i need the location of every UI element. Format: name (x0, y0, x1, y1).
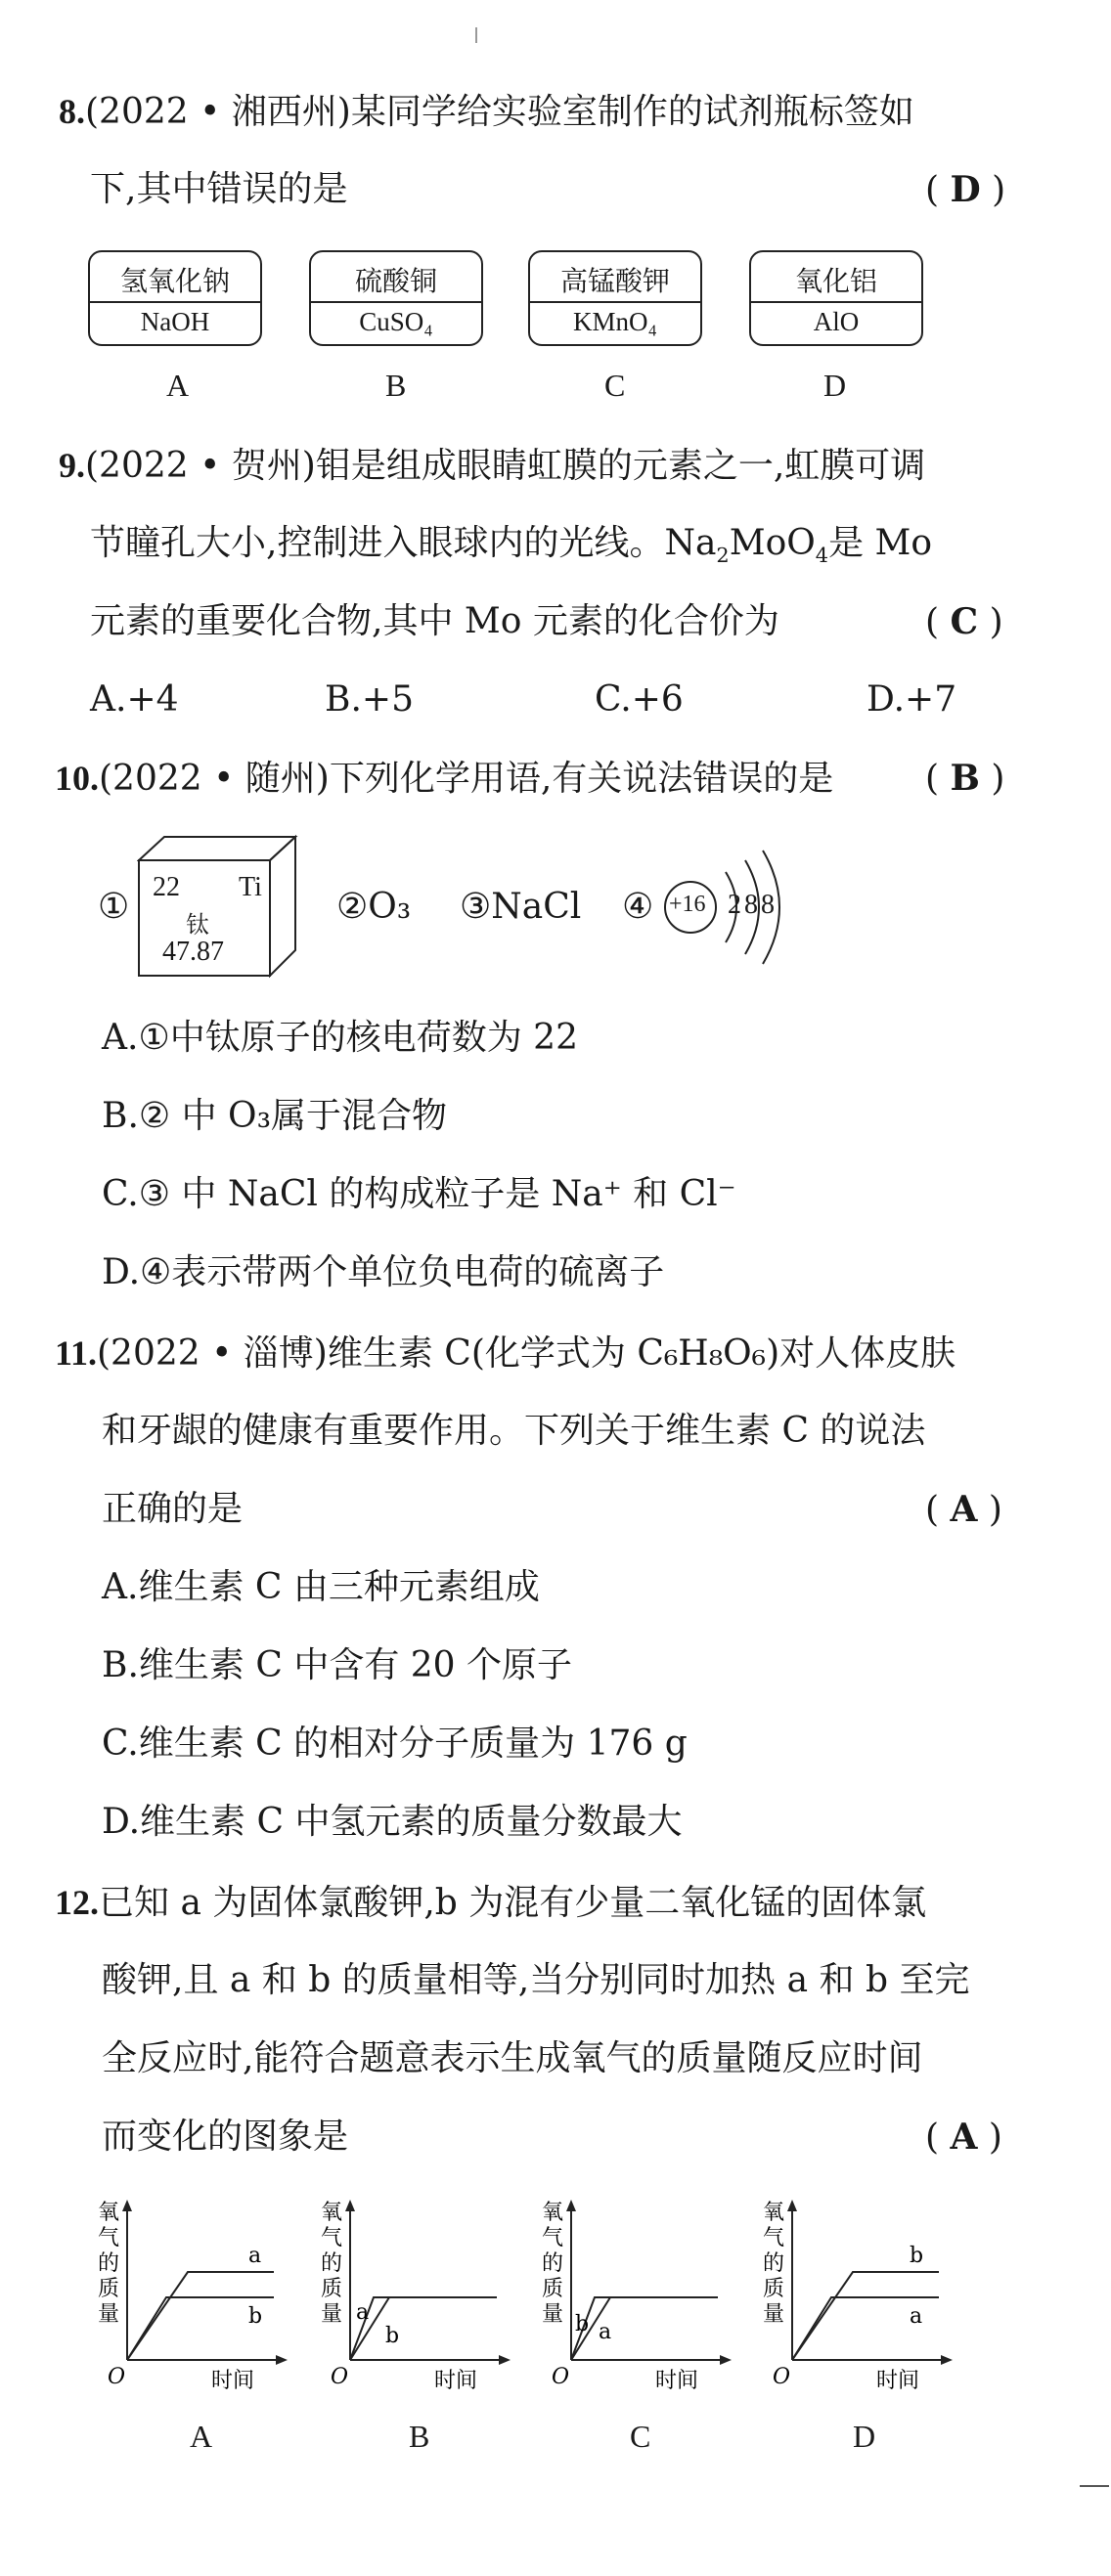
question-12-line-4 (102, 2116, 348, 2159)
y-axis-char: 的 (763, 2251, 785, 2276)
y-axis-char: 氧 (542, 2201, 564, 2225)
series-b (571, 2297, 718, 2360)
graph-caption-b: B (409, 2419, 430, 2454)
question-9-line-1 (59, 444, 925, 488)
option-b: B.维生素 C 中含有 20 个原子 (102, 1645, 573, 1685)
y-axis-label (98, 2201, 119, 2327)
question-text: 元素的重要化合物,其中 Mo 元素的化合价为 (90, 601, 779, 641)
option-c: C.③ 中 NaCl 的构成粒子是 Na⁺ 和 Cl⁻ (102, 1174, 736, 1214)
reagent-formula: NaOH (140, 307, 210, 336)
question-8-line-1 (59, 90, 914, 134)
question-text: (2022 • 淄博)维生素 C(化学式为 C₆H₈O₆)对人体皮肤 (97, 1333, 956, 1374)
answer-letter: C (950, 601, 979, 642)
reagent-label-d (749, 250, 923, 346)
y-axis-label (542, 2201, 563, 2327)
item-2: ②O₃ (336, 887, 412, 927)
y-axis-char: 的 (542, 2251, 564, 2276)
question-text: 下,其中错误的是 (90, 169, 348, 209)
answer-bracket: ( A ) (925, 2117, 1002, 2158)
reagent-formula: AlO (813, 307, 860, 336)
answer-bracket: ( B ) (925, 758, 1005, 799)
label-divider (530, 301, 700, 303)
answer-letter: A (950, 1489, 978, 1530)
question-text: 正确的是 (102, 1489, 244, 1529)
question-11-line-2 (102, 1410, 925, 1453)
answer-bracket: ( A ) (925, 1489, 1002, 1530)
series-label: a (356, 2300, 370, 2325)
series-label: b (385, 2324, 400, 2348)
question-11-line-3 (102, 1488, 243, 1531)
y-axis-char: 氧 (763, 2201, 785, 2225)
question-text: 全反应时,能符合题意表示生成氧气的质量随反应时间 (102, 2038, 923, 2078)
y-axis-char: 量 (321, 2302, 343, 2327)
origin-label: O (108, 2365, 126, 2389)
y-axis-char: 气 (321, 2226, 343, 2250)
x-axis-arrow (276, 2355, 288, 2365)
label-caption-d: D (823, 368, 847, 403)
y-axis-char: 的 (321, 2251, 343, 2276)
y-axis-char: 气 (763, 2226, 785, 2250)
question-12-line-3 (102, 2037, 922, 2080)
question-text: (2022 • 湘西州)某同学给实验室制作的试剂瓶标签如 (85, 92, 914, 132)
x-axis-arrow (720, 2355, 732, 2365)
origin-label: O (552, 2365, 570, 2389)
label-divider (751, 301, 921, 303)
y-axis-arrow (122, 2200, 132, 2211)
question-number: 8. (59, 92, 85, 131)
series-label: b (248, 2304, 263, 2329)
graph-option-d (759, 2196, 955, 2401)
y-axis-char: 氧 (98, 2201, 120, 2225)
reagent-label-b (309, 250, 483, 346)
question-text: 和牙龈的健康有重要作用。下列关于维生素 C 的说法 (102, 1411, 926, 1451)
question-text: MoO (729, 523, 816, 563)
series-label: a (248, 2244, 262, 2268)
series-label: a (599, 2320, 612, 2344)
item-4-marker: ④ (622, 887, 654, 927)
label-caption-c: C (604, 368, 626, 403)
y-axis-char: 质 (321, 2277, 343, 2301)
option-a: A.维生素 C 由三种元素组成 (102, 1567, 540, 1607)
y-axis-char: 氧 (321, 2201, 343, 2225)
option-c: C.维生素 C 的相对分子质量为 176 g (102, 1724, 688, 1764)
y-axis-arrow (787, 2200, 797, 2211)
answer-letter: D (950, 169, 981, 210)
question-text: 是 Mo (828, 523, 933, 563)
y-axis-arrow (566, 2200, 576, 2211)
y-axis-char: 量 (542, 2302, 564, 2327)
origin-label: O (773, 2365, 791, 2389)
option-d: D.+7 (867, 679, 957, 720)
question-text: 节瞳孔大小,控制进入眼球内的光线。Na (90, 523, 717, 563)
graph-option-c (538, 2196, 733, 2401)
x-axis-label: 时间 (211, 2369, 255, 2393)
question-number: 10. (55, 759, 99, 798)
label-caption-b: B (385, 368, 407, 403)
electron-shells: 2 8 8 (728, 890, 773, 920)
graph-caption-a: A (190, 2419, 213, 2454)
question-12-line-1 (55, 1881, 926, 1925)
question-number: 11. (55, 1333, 98, 1373)
series-label: b (910, 2244, 924, 2268)
cell-name: 钛 (186, 911, 209, 939)
y-axis-char: 质 (542, 2277, 564, 2301)
y-axis-char: 气 (98, 2226, 120, 2250)
reagent-name: 高锰酸钾 (559, 265, 670, 297)
question-text: 而变化的图象是 (102, 2117, 349, 2157)
question-12-line-2 (102, 1959, 969, 2002)
answer-letter: A (950, 2117, 978, 2158)
reagent-name: 硫酸铜 (354, 265, 437, 297)
option-d: D.④表示带两个单位负电荷的硫离子 (102, 1252, 665, 1292)
reagent-label-a (88, 250, 262, 346)
y-axis-char: 质 (763, 2277, 785, 2301)
option-a: A.+4 (90, 679, 179, 720)
question-text: (2022 • 随州)下列化学用语,有关说法错误的是 (99, 759, 834, 799)
answer-bracket: ( C ) (925, 601, 1003, 642)
question-text: (2022 • 贺州)钼是组成眼睛虹膜的元素之一,虹膜可调 (85, 446, 926, 486)
y-axis-label (763, 2201, 784, 2327)
graph-option-a (94, 2196, 289, 2401)
subscript: 4 (815, 544, 829, 568)
cell-atomic-mass: 47.87 (162, 937, 224, 967)
y-axis-label (321, 2201, 342, 2327)
reagent-name: 氧化铝 (794, 265, 877, 297)
item-3: ③NaCl (460, 887, 582, 927)
x-axis-label: 时间 (434, 2369, 478, 2393)
item-1-marker: ① (98, 887, 130, 927)
origin-label: O (331, 2365, 349, 2389)
nucleus-charge: +16 (669, 892, 706, 917)
y-axis-char: 质 (98, 2277, 120, 2301)
answer-letter: B (950, 758, 980, 799)
answer-bracket: ( D ) (925, 169, 1006, 210)
cell-symbol: Ti (239, 872, 262, 902)
option-b: B.② 中 O₃属于混合物 (102, 1096, 448, 1136)
graph-caption-c: C (630, 2419, 651, 2454)
question-number: 12. (55, 1883, 99, 1922)
graph-caption-d: D (853, 2419, 876, 2454)
cell-atomic-number: 22 (153, 872, 180, 902)
y-axis-char: 气 (542, 2226, 564, 2250)
subscript: 2 (716, 544, 730, 568)
question-text: 酸钾,且 a 和 b 的质量相等,当分别同时加热 a 和 b 至完 (102, 1960, 970, 2000)
y-axis-char: 量 (763, 2302, 785, 2327)
reagent-label-c (528, 250, 702, 346)
reagent-name: 氢氧化钠 (119, 265, 230, 297)
y-axis-char: 量 (98, 2302, 120, 2327)
graph-option-b (317, 2196, 512, 2401)
question-11-line-1 (55, 1332, 955, 1375)
option-b: B.+5 (325, 679, 414, 720)
x-axis-arrow (941, 2355, 953, 2365)
question-8-line-2 (90, 168, 347, 211)
page-edge-mark (1080, 2485, 1109, 2487)
reagent-formula: KMnO₄ (573, 307, 657, 336)
x-axis-label: 时间 (655, 2369, 699, 2393)
series-label: b (575, 2312, 590, 2336)
option-d: D.维生素 C 中氢元素的质量分数最大 (102, 1802, 683, 1842)
question-9-line-3 (90, 600, 779, 643)
x-axis-label: 时间 (876, 2369, 920, 2393)
label-divider (90, 301, 260, 303)
series-a (350, 2297, 497, 2360)
question-10-line-1 (55, 757, 833, 801)
reagent-formula: CuSO₄ (359, 307, 433, 336)
question-number: 9. (59, 446, 85, 485)
option-a: A.①中钛原子的核电荷数为 22 (102, 1018, 578, 1058)
top-tick (475, 27, 477, 43)
y-axis-arrow (345, 2200, 355, 2211)
label-divider (311, 301, 481, 303)
label-caption-a: A (166, 368, 190, 403)
question-text: 已知 a 为固体氯酸钾,b 为混有少量二氧化锰的固体氯 (99, 1883, 927, 1923)
question-9-line-2 (90, 522, 933, 568)
option-c: C.+6 (595, 679, 684, 720)
series-label: a (910, 2304, 923, 2329)
y-axis-char: 的 (98, 2251, 120, 2276)
x-axis-arrow (499, 2355, 511, 2365)
